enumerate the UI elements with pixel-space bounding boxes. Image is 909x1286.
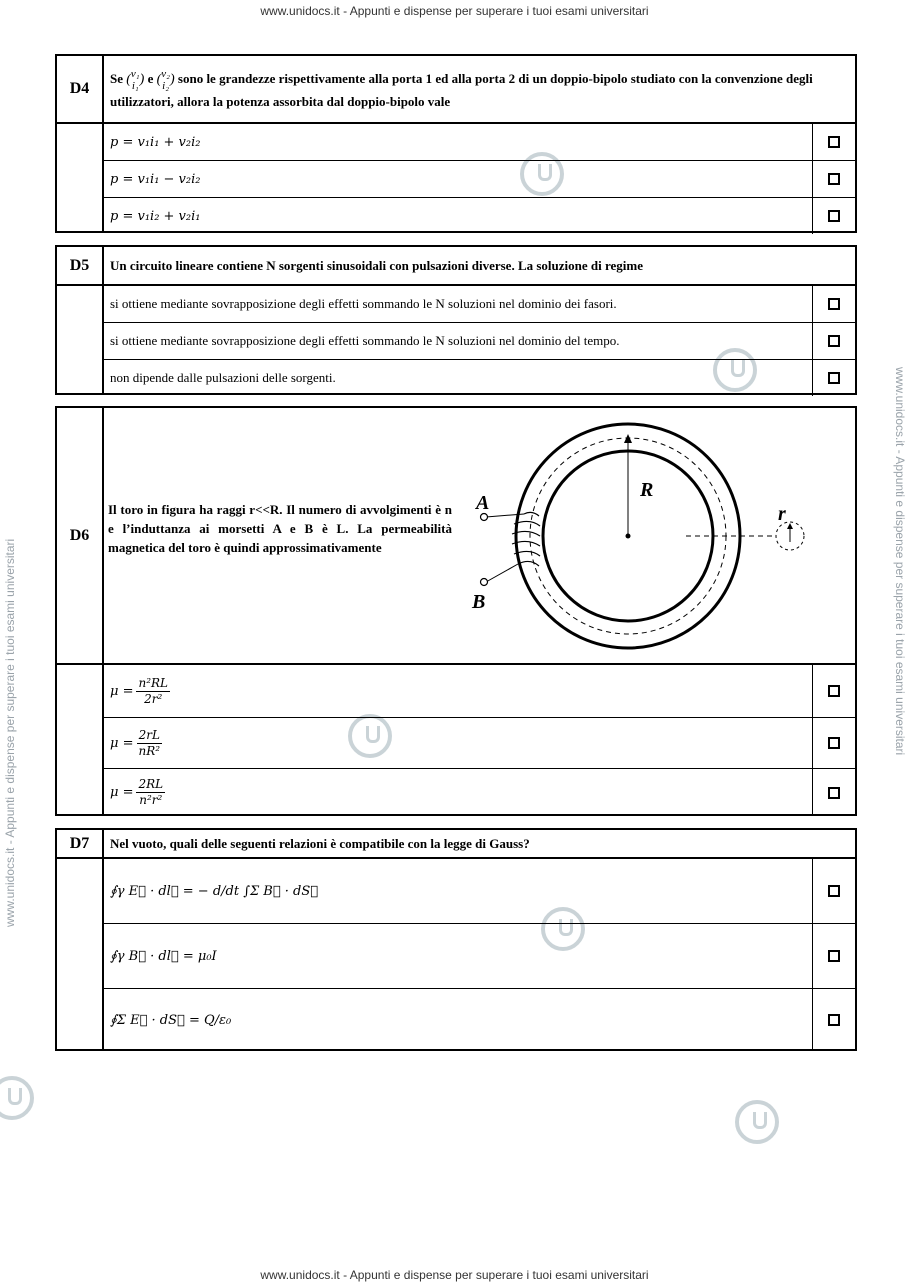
question-id: D5 (57, 247, 104, 284)
option-formula: μ = $\frac{2rL}{\text{nR²}}$ (104, 718, 813, 768)
answer-checkbox[interactable] (813, 859, 855, 923)
answer-option (104, 198, 855, 234)
terminal-b (481, 579, 488, 586)
answer-option (104, 360, 855, 396)
answer-checkbox[interactable] (813, 718, 855, 768)
option-formula: ∮Σ E⃗ · dS⃗ = Q/ε₀ (104, 989, 813, 1051)
answer-option (104, 665, 855, 718)
unidocs-logo-icon (735, 1100, 779, 1144)
question-stem: Se ( v₁ i₁ ) e ( v₂ i₂ ) sono le grandezze rispettivamente alla porta 1 ed alla porta 2 di un doppio-bipolo studiato con la convenzione degli utilizzatori, allora la potenza assorbita dal doppio-bipolo vale (110, 67, 813, 109)
answer-checkbox[interactable] (813, 124, 855, 160)
answer-option (104, 989, 855, 1051)
unidocs-logo-icon (0, 1076, 34, 1120)
question-d7 (55, 828, 857, 1051)
answer-checkbox[interactable] (813, 286, 855, 322)
option-text: p = v₁i₁ + v₂i₂ (104, 124, 813, 160)
answer-option (104, 718, 855, 769)
answer-option (104, 286, 855, 323)
answer-option (104, 924, 855, 989)
terminal-a (481, 514, 488, 521)
answer-option (104, 769, 855, 816)
answer-checkbox[interactable] (813, 323, 855, 359)
question-d6 (55, 406, 857, 816)
side-watermark-right: www.unidocs.it - Appunti e dispense per superare i tuoi esami universitari (893, 367, 907, 756)
answer-checkbox[interactable] (813, 665, 855, 717)
option-formula: ∮γ B⃗ · dl⃗ = μ₀I (104, 924, 813, 988)
option-formula: ∮γ E⃗ · dl⃗ = − d/dt ∫Σ B⃗ · dS⃗ (104, 859, 813, 923)
question-stem: Un circuito lineare contiene N sorgenti sinusoidali con pulsazioni diverse. La soluzione di regime (110, 258, 644, 273)
label-R: R (640, 479, 654, 501)
answer-checkbox[interactable] (813, 198, 855, 234)
answer-checkbox[interactable] (813, 769, 855, 816)
question-id: D4 (57, 56, 104, 122)
question-id: D7 (57, 830, 104, 857)
header-watermark: www.unidocs.it - Appunti e dispense per superare i tuoi esami universitari (260, 4, 649, 18)
option-formula: μ = $\frac{2RL}{\text{n²r²}}$ (104, 769, 813, 816)
option-text: p = v₁i₁ − v₂i₂ (104, 161, 813, 197)
cross-section-arrowhead (787, 523, 793, 529)
stem-prefix: Se (110, 70, 123, 86)
option-formula: μ = $\frac{\text{n²RL}}{\text{2r²}}$ (104, 665, 813, 717)
option-text: non dipende dalle pulsazioni delle sorgenti. (104, 360, 813, 396)
answer-checkbox[interactable] (813, 161, 855, 197)
answer-checkbox[interactable] (813, 924, 855, 988)
option-text: si ottiene mediante sovrapposizione degli effetti sommando le N soluzioni nel dominio dei fasori. (104, 286, 813, 322)
toroid-figure (464, 416, 814, 656)
option-text: si ottiene mediante sovrapposizione degli effetti sommando le N soluzioni nel dominio del tempo. (104, 323, 813, 359)
label-r: r (778, 503, 786, 525)
footer-watermark: www.unidocs.it - Appunti e dispense per superare i tuoi esami universitari (260, 1268, 649, 1282)
answer-checkbox[interactable] (813, 360, 855, 396)
question-id: D6 (57, 408, 104, 663)
stem-text: sono le grandezze rispettivamente alla porta 1 ed alla porta 2 di un doppio-bipolo studiato con la convenzione degli utilizzatori, allora la potenza assorbita dal doppio-bipolo vale (110, 70, 813, 109)
question-stem: Il toro in figura ha raggi r<<R. Il numero di avvolgimenti è n e l’induttanza ai morsetti A e B è L. La permeabilità magnetica del toro è quindi approssimativamente (108, 502, 452, 555)
label-B: B (472, 591, 486, 613)
terminal-b-wire (486, 564, 518, 582)
answer-option (104, 161, 855, 198)
option-text: p = v₁i₂ + v₂i₁ (104, 198, 813, 234)
stem-mid: e (147, 70, 154, 86)
answer-option (104, 323, 855, 360)
label-A: A (476, 492, 490, 514)
question-d4 (55, 54, 857, 233)
side-watermark-left: www.unidocs.it - Appunti e dispense per superare i tuoi esami universitari (3, 538, 17, 927)
answer-option (104, 124, 855, 161)
answer-option (104, 859, 855, 924)
question-d5 (55, 245, 857, 395)
question-stem: Nel vuoto, quali delle seguenti relazioni è compatibile con la legge di Gauss? (110, 836, 530, 851)
answer-checkbox[interactable] (813, 989, 855, 1051)
question-stem-area (104, 408, 855, 663)
